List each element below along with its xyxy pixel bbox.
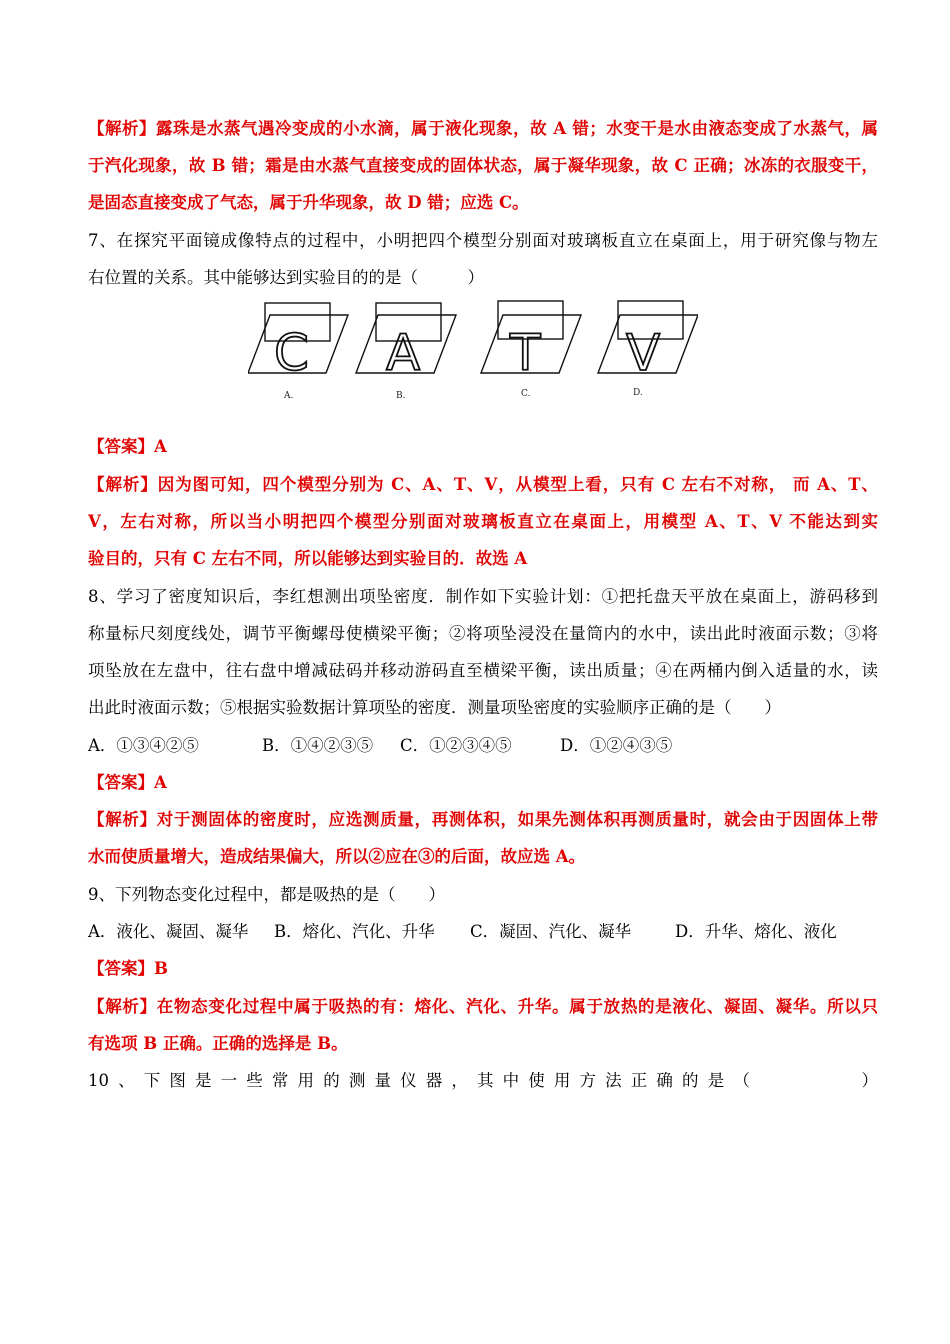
figure-panel-c <box>481 301 581 399</box>
q7-answer: 【答案】A <box>88 437 167 456</box>
q9-analysis-line-2: 有选项 B 正确。正确的选择是 B。 <box>88 1034 348 1053</box>
figure-panel-b <box>356 303 456 401</box>
q8-analysis-line-1: 【解析】对于测固体的密度时，应选测质量，再测体积，如果先测体积再测质量时，就会由于因固体上带 <box>88 810 878 829</box>
q8-option-d: D．①②④③⑤ <box>560 736 673 755</box>
figure-letter-v: V <box>626 324 661 382</box>
q9-option-a: A．液化、凝固、凝华 <box>88 922 249 941</box>
q7-analysis-line-2: V，左右对称，所以当小明把四个模型分别面对玻璃板直立在桌面上，用模型 A、T、V 不能达到实 <box>88 512 878 531</box>
q8-question-line-2: 称量标尺刻度线处，调节平衡螺母使横梁平衡；②将项坠浸没在量筒内的水中，读出此时液面示数；③将 <box>88 624 878 643</box>
q8-question-line-3: 项坠放在左盘中，往右盘中增减砝码并移动游码直至横梁平衡，读出质量；④在两桶内倒入适量的水，读 <box>88 661 878 680</box>
q8-option-b: B．①④②③⑤ <box>262 736 374 755</box>
q8-option-c: C．①②③④⑤ <box>400 736 512 755</box>
figure-letter-a: A <box>386 324 421 382</box>
figure-label-a: A. <box>284 391 294 401</box>
figure-label-b: B. <box>396 391 406 401</box>
q9-option-b: B．熔化、汽化、升华 <box>274 922 435 941</box>
q10-question: 10、下图是一些常用的测量仪器，其中使用方法正确的是（ ） <box>88 1071 878 1090</box>
q7-analysis-line-3: 验目的，只有 C 左右不同，所以能够达到实验目的．故选 A <box>88 549 528 568</box>
q8-analysis-line-2: 水而使质量增大，造成结果偏大，所以②应在③的后面，故应选 A。 <box>88 847 586 866</box>
figure-panel-d <box>598 301 698 398</box>
q9-question: 9、下列物态变化过程中，都是吸热的是（ ） <box>88 885 445 904</box>
figure-label-c: C. <box>521 389 531 399</box>
q7-question-line-1: 7、在探究平面镜成像特点的过程中，小明把四个模型分别面对玻璃板直立在桌面上，用于研究像与物左 <box>88 231 878 250</box>
q9-analysis-line-1: 【解析】在物态变化过程中属于吸热的有：熔化、汽化、升华。属于放热的是液化、凝固、凝华。所以只 <box>88 997 878 1016</box>
q8-answer: 【答案】A <box>88 773 167 792</box>
q6-analysis-line-1: 【解析】露珠是水蒸气遇冷变成的小水滴，属于液化现象，故 A 错；水变干是水由液态变成了水蒸气，属 <box>88 119 878 138</box>
figure-letter-c: C <box>274 324 309 382</box>
q7-question-line-2: 右位置的关系。其中能够达到实验目的的是（ ） <box>88 268 484 287</box>
figure-letter-t: T <box>510 324 541 382</box>
q8-option-a: A．①③④②⑤ <box>88 736 199 755</box>
figure-panel-a <box>248 303 348 401</box>
q7-analysis-line-1: 【解析】因为图可知，四个模型分别为 C、A、T、V，从模型上看，只有 C 左右不对称， 而 A、T、 <box>88 475 878 494</box>
q9-answer: 【答案】B <box>88 959 168 978</box>
mirror-model-figure <box>248 295 698 410</box>
q6-analysis-line-3: 是固态直接变成了气态，属于升华现象，故 D 错；应选 C。 <box>88 193 529 212</box>
q8-question-line-1: 8、学习了密度知识后，李红想测出项坠密度．制作如下实验计划：①把托盘天平放在桌面上，游码移到 <box>88 587 878 606</box>
q9-option-d: D．升华、熔化、液化 <box>675 922 837 941</box>
figure-label-d: D. <box>633 388 643 398</box>
q9-option-c: C．凝固、汽化、凝华 <box>470 922 632 941</box>
q8-question-line-4: 出此时液面示数；⑤根据实验数据计算项坠的密度．测量项坠密度的实验顺序正确的是（ ） <box>88 698 781 717</box>
q6-analysis-line-2: 于汽化现象，故 B 错；霜是由水蒸气直接变成的固体状态，属于凝华现象，故 C 正确；冰冻的衣服变干， <box>88 156 878 175</box>
